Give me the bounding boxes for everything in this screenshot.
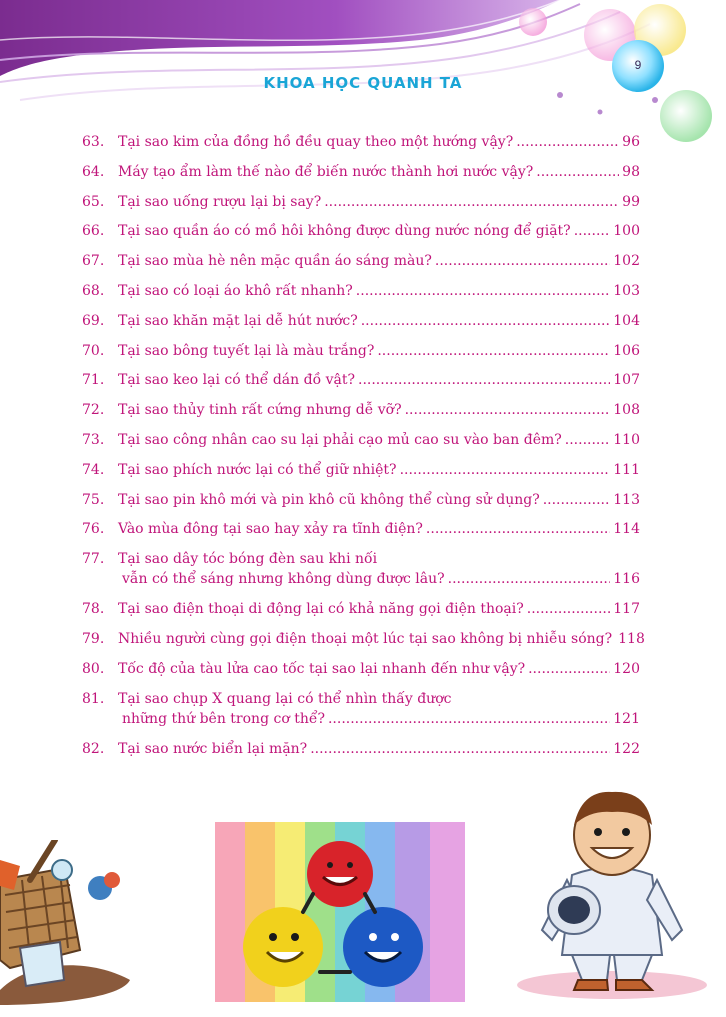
toc-entry-page: 121 bbox=[613, 710, 640, 727]
table-of-contents bbox=[82, 132, 645, 768]
leader-dots bbox=[435, 251, 610, 271]
toc-entry-page: 106 bbox=[613, 342, 640, 359]
toc-entry-page: 117 bbox=[613, 601, 640, 618]
toc-entry-title: Vào mùa đông tại sao hay xảy ra tĩnh điện? bbox=[118, 521, 423, 538]
toc-entry-number: 81. bbox=[82, 690, 105, 707]
toc-entry-number: 66. bbox=[82, 223, 105, 240]
toc-entry[interactable] bbox=[82, 519, 640, 549]
leader-dots bbox=[310, 739, 610, 759]
toc-entry-title: Tại sao mùa hè nên mặc quần áo sáng màu? bbox=[118, 253, 432, 270]
leader-dots bbox=[527, 599, 611, 619]
toc-entry-title-continued: vẫn có thể sáng nhưng không dùng được lâu? bbox=[122, 571, 445, 588]
leader-dots bbox=[361, 311, 611, 331]
leader-dots bbox=[543, 490, 611, 510]
leader-dots bbox=[565, 430, 611, 450]
toc-entry-title: Tại sao phích nước lại có thể giữ nhiệt? bbox=[118, 461, 397, 478]
toc-entry[interactable] bbox=[82, 192, 640, 222]
toc-entry-title: Nhiều người cùng gọi điện thoại một lúc tại sao không bị nhiễu sóng? bbox=[118, 630, 613, 647]
toc-entry-number: 75. bbox=[82, 491, 105, 508]
leader-dots bbox=[400, 460, 611, 480]
toc-entry-page: 122 bbox=[613, 740, 640, 757]
toc-entry[interactable] bbox=[82, 311, 640, 341]
toc-entry-number: 78. bbox=[82, 601, 105, 618]
toc-entry-title: Máy tạo ẩm làm thế nào để biến nước thành hơi nước vậy? bbox=[118, 163, 534, 180]
toc-entry-title: Tại sao keo lại có thể dán đồ vật? bbox=[118, 372, 355, 389]
toc-entry-number: 76. bbox=[82, 521, 105, 538]
toc-entry-page: 107 bbox=[613, 372, 640, 389]
toc-entry-title: Tại sao bông tuyết lại là màu trắng? bbox=[118, 342, 375, 359]
toc-entry-title-continued: những thứ bên trong cơ thể? bbox=[122, 710, 325, 727]
toc-entry[interactable] bbox=[82, 659, 640, 689]
toc-entry-number: 67. bbox=[82, 253, 105, 270]
leader-dots bbox=[405, 400, 611, 420]
toc-entry[interactable] bbox=[82, 629, 645, 659]
toc-entry-page: 102 bbox=[613, 253, 640, 270]
leader-dots bbox=[536, 162, 619, 182]
toc-entry-number: 79. bbox=[82, 630, 105, 647]
toc-entry-title: Tại sao nước biển lại mặn? bbox=[118, 740, 308, 757]
toc-entry-page: 103 bbox=[613, 282, 640, 299]
toc-entry[interactable] bbox=[82, 370, 640, 400]
toc-entry[interactable] bbox=[82, 490, 640, 520]
toc-entry-page: 120 bbox=[613, 660, 640, 677]
leader-dots bbox=[358, 370, 610, 390]
toc-entry[interactable] bbox=[82, 132, 640, 162]
toc-entry-title: Tại sao uống rượu lại bị say? bbox=[118, 193, 322, 210]
toc-entry-number: 73. bbox=[82, 431, 105, 448]
toc-entry-title: Tại sao pin khô mới và pin khô cũ không thể cùng sử dụng? bbox=[118, 491, 540, 508]
toc-entry-number: 80. bbox=[82, 660, 105, 677]
toc-entry[interactable] bbox=[82, 221, 640, 251]
toc-entry-page: 118 bbox=[618, 630, 645, 647]
rainbow-balls-illustration bbox=[215, 822, 465, 1002]
leader-dots bbox=[377, 341, 610, 361]
toc-entry[interactable] bbox=[82, 549, 640, 599]
toc-entry-page: 99 bbox=[622, 193, 640, 210]
astronaut-boy-illustration bbox=[512, 780, 712, 1002]
leader-dots bbox=[426, 519, 610, 539]
toc-entry-title: Tại sao chụp X quang lại có thể nhìn thấy được bbox=[118, 690, 452, 707]
toc-entry[interactable] bbox=[82, 689, 640, 739]
toc-entry-title: Tại sao quần áo có mồ hôi không được dùng nước nóng để giặt? bbox=[118, 223, 571, 240]
toc-entry-page: 96 bbox=[622, 134, 640, 150]
toc-entry-page: 100 bbox=[613, 223, 640, 240]
toc-entry-title: Tốc độ của tàu lửa cao tốc tại sao lại nhanh đến như vậy? bbox=[118, 660, 526, 677]
toc-entry-number: 71. bbox=[82, 372, 105, 389]
toc-entry[interactable] bbox=[82, 162, 640, 192]
page-number: 9 bbox=[634, 58, 642, 72]
book-title: KHOA HỌC QUANH TA bbox=[263, 74, 463, 92]
toc-entry[interactable] bbox=[82, 599, 640, 629]
leader-dots bbox=[328, 709, 610, 729]
toc-entry-number: 70. bbox=[82, 342, 105, 359]
leader-dots bbox=[516, 132, 619, 152]
toc-entry[interactable] bbox=[82, 281, 640, 311]
toc-entry-number: 65. bbox=[82, 193, 105, 210]
toc-entry-page: 108 bbox=[613, 402, 640, 419]
toc-entry-page: 110 bbox=[613, 431, 640, 448]
toc-entry-title: Tại sao khăn mặt lại dễ hút nước? bbox=[118, 312, 358, 329]
toc-entry-number: 68. bbox=[82, 282, 105, 299]
leader-dots bbox=[356, 281, 610, 301]
toc-entry-page: 98 bbox=[622, 163, 640, 180]
toc-entry-title: Tại sao thủy tinh rất cứng nhưng dễ vỡ? bbox=[118, 402, 402, 419]
toc-entry-number: 74. bbox=[82, 461, 105, 478]
toc-entry-page: 114 bbox=[613, 521, 640, 538]
toc-entry-page: 104 bbox=[613, 312, 640, 329]
toc-entry-number: 64. bbox=[82, 163, 105, 180]
toc-entry-page: 113 bbox=[613, 491, 640, 508]
toc-entry[interactable] bbox=[82, 739, 640, 769]
toc-entry-number: 77. bbox=[82, 551, 105, 568]
basket-illustration bbox=[0, 840, 140, 1005]
toc-entry-title: Tại sao công nhân cao su lại phải cạo mủ cao su vào ban đêm? bbox=[118, 431, 562, 448]
toc-entry-title: Tại sao có loại áo khô rất nhanh? bbox=[118, 282, 353, 299]
toc-entry-title: Tại sao dây tóc bóng đèn sau khi nối bbox=[118, 551, 378, 568]
leader-dots bbox=[574, 221, 611, 241]
leader-dots bbox=[324, 192, 619, 212]
toc-entry-page: 116 bbox=[613, 571, 640, 588]
toc-entry[interactable] bbox=[82, 400, 640, 430]
toc-entry-title: Tại sao kim của đồng hồ đều quay theo một hướng vậy? bbox=[118, 134, 514, 150]
leader-dots bbox=[528, 659, 610, 679]
toc-entry[interactable] bbox=[82, 430, 640, 460]
toc-entry[interactable] bbox=[82, 460, 640, 490]
toc-entry-number: 69. bbox=[82, 312, 105, 329]
toc-entry-number: 82. bbox=[82, 740, 105, 757]
toc-entry[interactable] bbox=[82, 341, 640, 371]
toc-entry-number: 72. bbox=[82, 402, 105, 419]
toc-entry-page: 111 bbox=[613, 461, 640, 478]
toc-entry-title: Tại sao điện thoại di động lại có khả năng gọi điện thoại? bbox=[118, 601, 524, 618]
toc-entry[interactable] bbox=[82, 251, 640, 281]
toc-entry-number: 63. bbox=[82, 134, 105, 150]
leader-dots bbox=[448, 569, 611, 589]
